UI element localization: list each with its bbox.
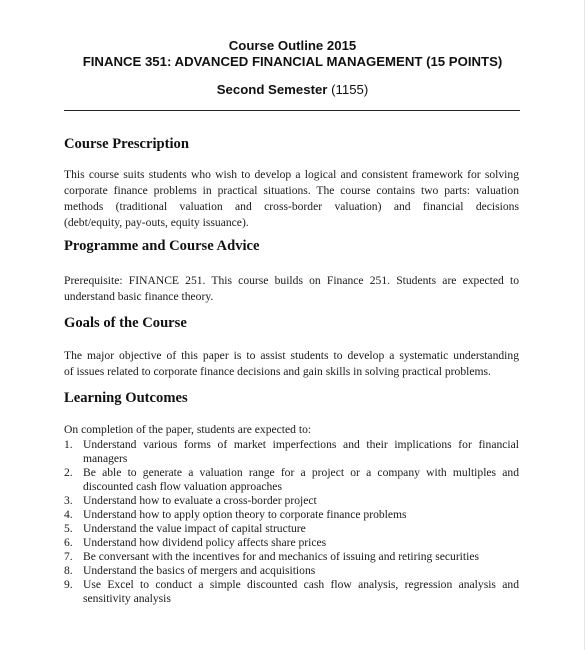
section-heading-outcomes: Learning Outcomes [64,390,188,406]
list-item-text: Understand the value impact of capital structure [83,522,306,535]
list-item-text-cont: managers [83,452,128,465]
paragraph-line: This course suits students who wish to develop a logical and consistent framework for solving [64,168,519,181]
list-item [64,564,519,578]
list-number: 5. [64,522,73,535]
list-item [64,522,519,536]
list-item-text: Understand various forms of market imperfections and their implications for financial [83,438,519,451]
paragraph-line: (debt/equity, pay-outs, equity issuance). [64,216,249,229]
list-item [64,536,519,550]
paragraph-line: The major objective of this paper is to assist students to develop a systematic understanding [64,349,519,362]
list-item-text: Be conversant with the incentives for and mechanics of issuing and retiring securities [83,550,480,563]
list-item [64,578,519,606]
list-item [64,508,519,522]
paragraph-line: methods (traditional valuation and cross-border valuation) and financial decisions [64,200,519,213]
outline-title: Course Outline 2015 [228,38,357,53]
goals-paragraph [64,348,519,380]
list-item-text: Understand how to evaluate a cross-border project [83,494,317,507]
outcomes-intro: On completion of the paper, students are expected to: [64,423,312,436]
list-item-text: Understand how to apply option theory to corporate finance problems [83,508,407,521]
list-number: 8. [64,564,73,577]
paragraph-line: understand basic finance theory. [64,290,214,303]
list-item [64,438,519,466]
section-heading-prescription: Course Prescription [64,136,189,152]
list-item [64,466,519,494]
paragraph-line: corporate finance problems in practical situations. The course contains two parts: valuation [64,184,519,197]
semester-code: (1155) [331,82,369,97]
list-item-text: Understand how dividend policy affects share prices [83,536,327,549]
list-number: 3. [64,494,73,507]
list-item [64,550,519,564]
list-number: 7. [64,550,73,563]
learning-outcomes-list [64,438,519,606]
list-item-text: Use Excel to conduct a simple discounted cash flow analysis, regression analysis and [83,578,519,591]
list-item-text: Be able to generate a valuation range for a project or a company with multiples and [83,466,519,479]
list-item-text-cont: discounted cash flow valuation approaches [83,480,282,493]
semester-label: Second Semester [216,82,328,97]
list-item-text-cont: sensitivity analysis [83,592,171,605]
list-number: 1. [64,438,73,451]
course-title: FINANCE 351: ADVANCED FINANCIAL MANAGEMENT (15 POINTS) [82,54,503,69]
semester-line [0,82,585,98]
list-number: 2. [64,466,73,479]
section-heading-advice: Programme and Course Advice [64,238,260,254]
list-item [64,494,519,508]
prescription-paragraph [64,167,519,231]
list-number: 6. [64,536,73,549]
section-heading-goals: Goals of the Course [64,315,187,331]
list-number: 4. [64,508,73,521]
paragraph-line: of issues related to corporate finance decisions and gain skills in solving practical problems. [64,365,491,378]
list-number: 9. [64,578,73,591]
advice-paragraph [64,273,519,305]
paragraph-line: Prerequisite: FINANCE 251. This course builds on Finance 251. Students are expected to [64,274,519,287]
header-divider [64,110,520,111]
list-item-text: Understand the basics of mergers and acquisitions [83,564,316,577]
